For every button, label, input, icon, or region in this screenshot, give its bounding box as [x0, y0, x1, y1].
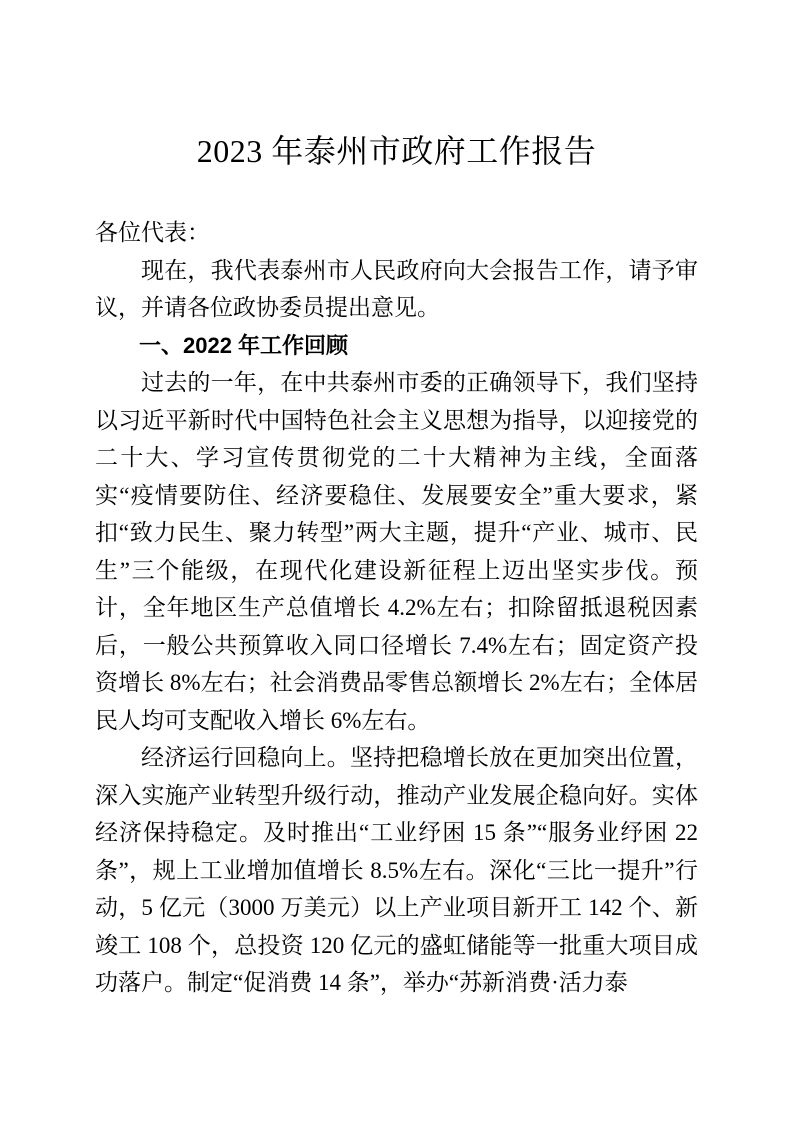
paragraph-2022-overview: 过去的一年，在中共泰州市委的正确领导下，我们坚持以习近平新时代中国特色社会主义思想为指导，以迎接党的二十大、学习宣传贯彻党的二十大精神为主线，全面落实“疫情要防住、经济要稳住、发展要安全”重大要求，紧扣“致力民生、聚力转型”两大主题，提升“产业、城市、民生”三个能级，在现代化建设新征程上迈出坚实步伐。预计，全年地区生产总值增长 4.2%左右；扣除留抵退税因素后，一般公共预算收入同口径增长 7.4%左右；固定资产投资增长 8%左右；社会消费品零售总额增长 2%左右；全体居民人均可支配收入增长 6%左右。 — [95, 370, 698, 733]
paragraph-economic-recovery: 经济运行回稳向上。坚持把稳增长放在更加突出位置，深入实施产业转型升级行动，推动产业发展企稳向好。实体经济保持稳定。及时推出“工业纾困 15 条”“服务业纾困 22 条”，规上工业增加值增长 8.5%左右。深化“三比一提升”行动，5 亿元（3000 万美元）以上产业项目新开工 142 个、新竣工 108 个，总投资 120 亿元的盛虹储能等一批重大项目成功落户。制定“促消费 14 条”，举办“苏新消费·活力泰 — [95, 745, 698, 995]
section-heading-2022-review: 一、2022 年工作回顾 — [139, 332, 349, 358]
salutation-line: 各位代表： — [95, 220, 210, 245]
paragraph-intro: 现在，我代表泰州市人民政府向大会报告工作，请予审议，并请各位政协委员提出意见。 — [95, 257, 698, 320]
document-title: 2023 年泰州市政府工作报告 — [196, 133, 597, 169]
